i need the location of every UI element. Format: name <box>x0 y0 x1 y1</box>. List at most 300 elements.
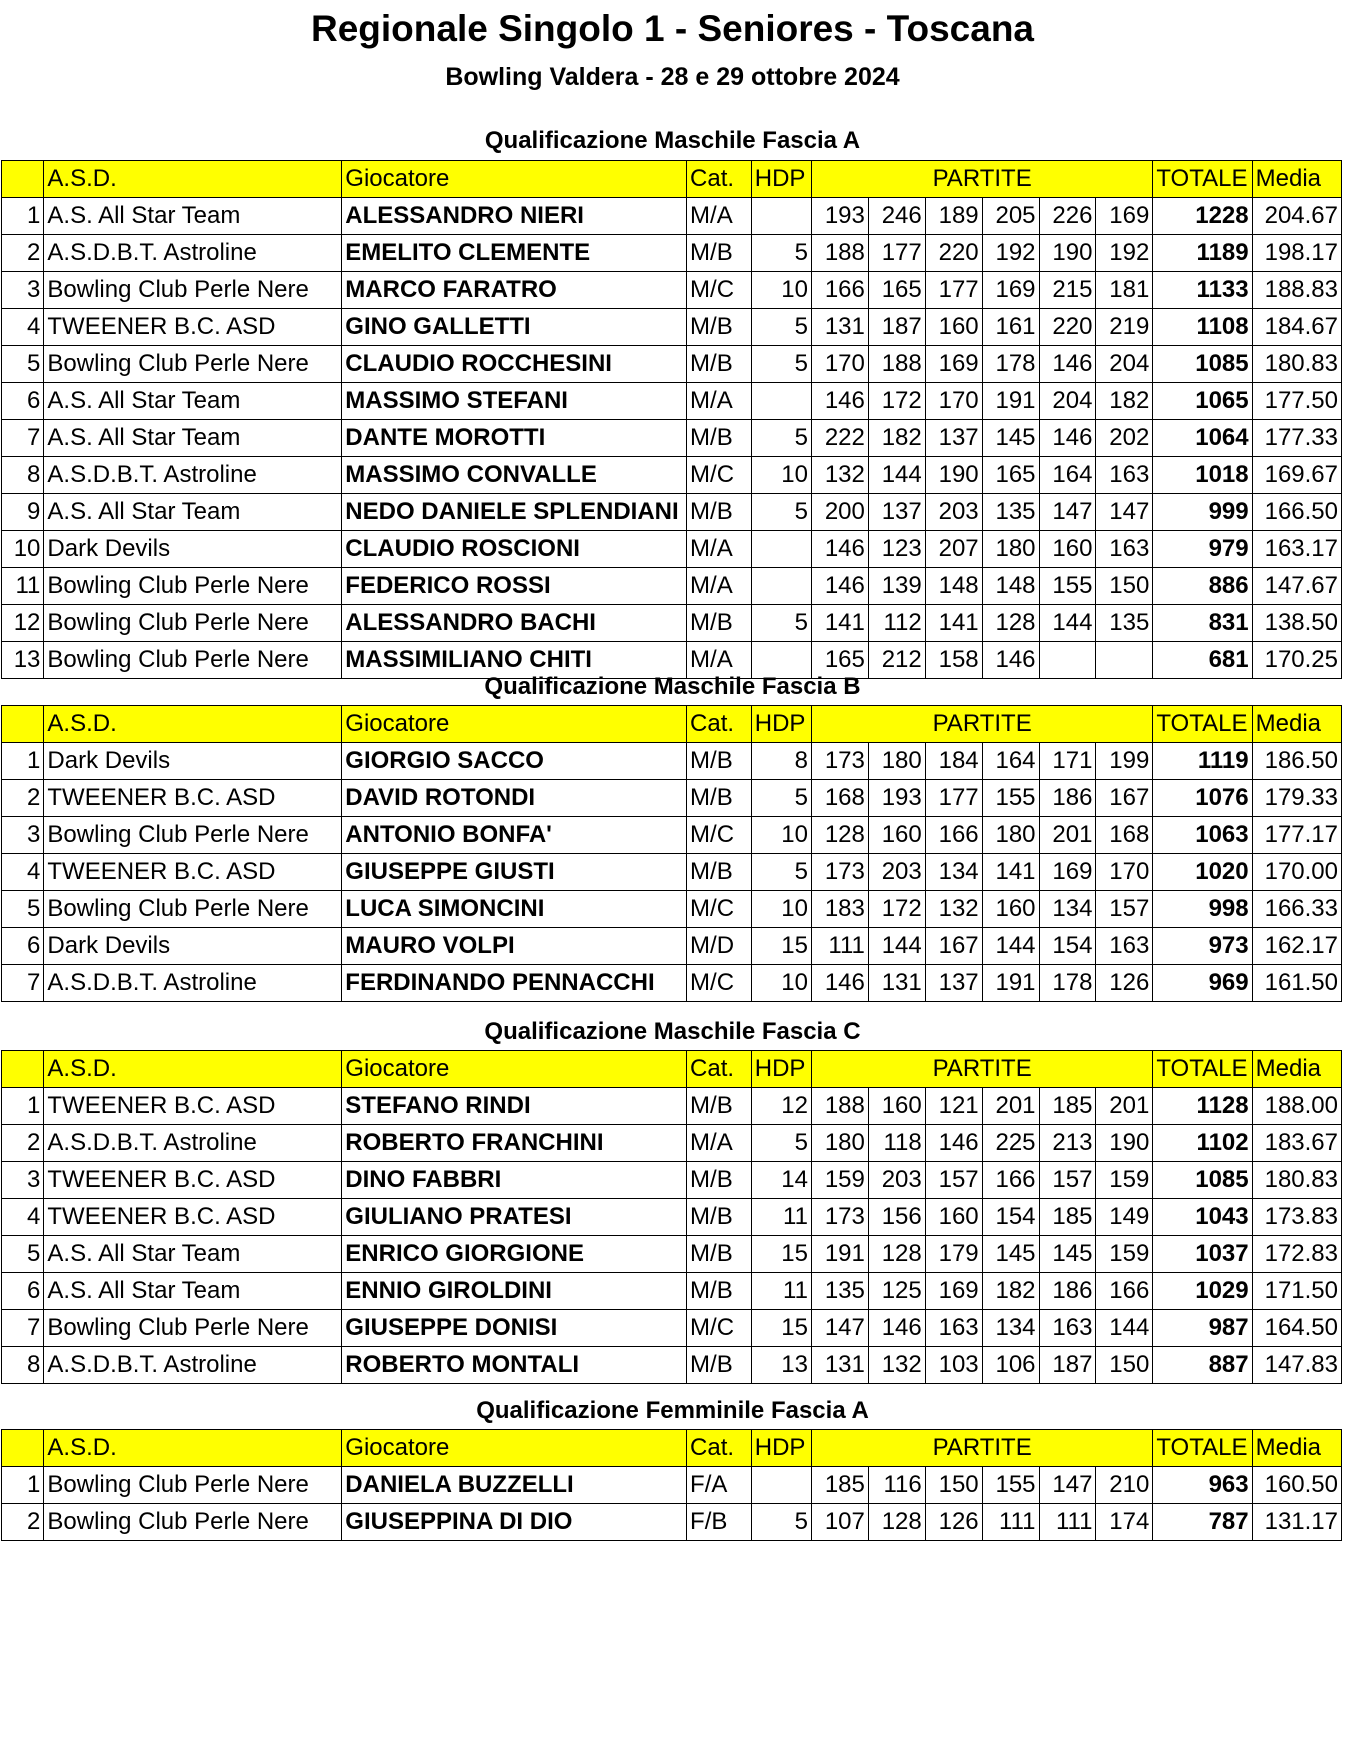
game-score-cell: 215 <box>1039 272 1096 309</box>
team-cell: A.S. All Star Team <box>44 494 342 531</box>
game-score-cell: 154 <box>1039 928 1096 965</box>
game-score-cell: 167 <box>925 928 982 965</box>
category-cell: M/B <box>687 1088 752 1125</box>
game-score-cell: 128 <box>868 1504 925 1541</box>
total-cell: 831 <box>1153 605 1252 642</box>
handicap-cell <box>751 383 811 420</box>
table-row <box>2 235 1342 272</box>
game-score-cell: 193 <box>811 198 868 235</box>
game-score-cell: 159 <box>1096 1236 1153 1273</box>
total-cell: 1102 <box>1153 1125 1252 1162</box>
team-cell: Bowling Club Perle Nere <box>44 272 342 309</box>
team-cell: Bowling Club Perle Nere <box>44 1504 342 1541</box>
game-score-cell: 191 <box>811 1236 868 1273</box>
handicap-cell: 13 <box>751 1347 811 1384</box>
total-cell: 1064 <box>1153 420 1252 457</box>
handicap-cell: 12 <box>751 1088 811 1125</box>
game-score-cell: 181 <box>1096 272 1153 309</box>
rank-cell: 2 <box>2 1504 44 1541</box>
category-cell: M/B <box>687 605 752 642</box>
game-score-cell: 188 <box>811 235 868 272</box>
total-cell: 1189 <box>1153 235 1252 272</box>
game-score-cell: 173 <box>811 854 868 891</box>
game-score-cell: 123 <box>868 531 925 568</box>
player-cell: CLAUDIO ROSCIONI <box>342 531 687 568</box>
game-score-cell: 160 <box>925 309 982 346</box>
team-cell: A.S.D.B.T. Astroline <box>44 457 342 494</box>
total-cell: 1043 <box>1153 1199 1252 1236</box>
category-cell: M/B <box>687 235 752 272</box>
total-cell: 1037 <box>1153 1236 1252 1273</box>
game-score-cell: 168 <box>1096 817 1153 854</box>
table-row <box>2 346 1342 383</box>
table-row <box>2 854 1342 891</box>
rank-cell: 1 <box>2 1088 44 1125</box>
rank-cell: 2 <box>2 780 44 817</box>
handicap-cell: 5 <box>751 235 811 272</box>
game-score-cell: 157 <box>925 1162 982 1199</box>
game-score-cell: 134 <box>1039 891 1096 928</box>
category-cell: M/C <box>687 272 752 309</box>
game-score-cell: 131 <box>868 965 925 1002</box>
game-score-cell: 164 <box>982 743 1039 780</box>
handicap-cell: 11 <box>751 1273 811 1310</box>
game-score-cell: 172 <box>868 891 925 928</box>
category-cell: F/B <box>687 1504 752 1541</box>
team-cell: A.S. All Star Team <box>44 420 342 457</box>
game-score-cell: 182 <box>868 420 925 457</box>
average-cell: 198.17 <box>1252 235 1341 272</box>
player-cell: GINO GALLETTI <box>342 309 687 346</box>
game-score-cell: 146 <box>925 1125 982 1162</box>
game-score-cell: 185 <box>811 1467 868 1504</box>
game-score-cell: 128 <box>868 1236 925 1273</box>
average-cell: 179.33 <box>1252 780 1341 817</box>
table-row <box>2 1199 1342 1236</box>
category-cell: M/B <box>687 780 752 817</box>
game-score-cell: 141 <box>925 605 982 642</box>
game-score-cell: 177 <box>925 272 982 309</box>
table-row <box>2 309 1342 346</box>
player-cell: GIUSEPPINA DI DIO <box>342 1504 687 1541</box>
average-cell: 169.67 <box>1252 457 1341 494</box>
game-score-cell: 200 <box>811 494 868 531</box>
handicap-cell: 15 <box>751 1236 811 1273</box>
player-cell: FERDINANDO PENNACCHI <box>342 965 687 1002</box>
game-score-cell: 174 <box>1096 1504 1153 1541</box>
handicap-cell <box>751 531 811 568</box>
game-score-cell: 146 <box>982 642 1039 679</box>
category-cell: M/C <box>687 1310 752 1347</box>
game-score-cell: 148 <box>982 568 1039 605</box>
game-score-cell: 169 <box>1039 854 1096 891</box>
header-team: A.S.D. <box>44 161 342 198</box>
team-cell: TWEENER B.C. ASD <box>44 309 342 346</box>
header-cat: Cat. <box>687 1430 752 1467</box>
rank-cell: 7 <box>2 1310 44 1347</box>
game-score-cell: 157 <box>1039 1162 1096 1199</box>
game-score-cell: 190 <box>1039 235 1096 272</box>
game-score-cell: 146 <box>868 1310 925 1347</box>
header-total: TOTALE <box>1153 1430 1252 1467</box>
total-cell: 1108 <box>1153 309 1252 346</box>
game-score-cell: 158 <box>925 642 982 679</box>
player-cell: DAVID ROTONDI <box>342 780 687 817</box>
player-cell: NEDO DANIELE SPLENDIANI <box>342 494 687 531</box>
table-row <box>2 605 1342 642</box>
player-cell: FEDERICO ROSSI <box>342 568 687 605</box>
table-header-row <box>2 1430 1342 1467</box>
total-cell: 1119 <box>1153 743 1252 780</box>
team-cell: Bowling Club Perle Nere <box>44 1467 342 1504</box>
handicap-cell: 5 <box>751 605 811 642</box>
game-score-cell: 147 <box>1039 1467 1096 1504</box>
game-score-cell: 132 <box>868 1347 925 1384</box>
game-score-cell: 149 <box>1096 1199 1153 1236</box>
section-title: Qualificazione Maschile Fascia C <box>484 1018 861 1045</box>
game-score-cell: 169 <box>925 1273 982 1310</box>
player-cell: GIULIANO PRATESI <box>342 1199 687 1236</box>
team-cell: Dark Devils <box>44 743 342 780</box>
rank-cell: 3 <box>2 817 44 854</box>
header-player: Giocatore <box>342 1430 687 1467</box>
table-header-row <box>2 706 1342 743</box>
game-score-cell: 144 <box>868 928 925 965</box>
game-score-cell: 150 <box>925 1467 982 1504</box>
game-score-cell: 155 <box>982 780 1039 817</box>
game-score-cell: 163 <box>1096 928 1153 965</box>
team-cell: Bowling Club Perle Nere <box>44 1310 342 1347</box>
team-cell: Bowling Club Perle Nere <box>44 605 342 642</box>
category-cell: M/B <box>687 1273 752 1310</box>
player-cell: DANTE MOROTTI <box>342 420 687 457</box>
results-table <box>1 705 1342 1002</box>
game-score-cell: 121 <box>925 1088 982 1125</box>
game-score-cell: 186 <box>1039 780 1096 817</box>
header-total: TOTALE <box>1153 161 1252 198</box>
total-cell: 1228 <box>1153 198 1252 235</box>
header-cat: Cat. <box>687 161 752 198</box>
game-score-cell: 126 <box>1096 965 1153 1002</box>
rank-cell: 5 <box>2 1236 44 1273</box>
header-pos <box>2 1051 44 1088</box>
game-score-cell: 191 <box>982 965 1039 1002</box>
game-score-cell: 169 <box>925 346 982 383</box>
game-score-cell: 180 <box>982 817 1039 854</box>
handicap-cell <box>751 198 811 235</box>
game-score-cell: 180 <box>811 1125 868 1162</box>
table-row <box>2 383 1342 420</box>
header-cat: Cat. <box>687 1051 752 1088</box>
category-cell: M/A <box>687 568 752 605</box>
game-score-cell: 144 <box>1096 1310 1153 1347</box>
results-table <box>1 1429 1342 1541</box>
category-cell: M/B <box>687 854 752 891</box>
game-score-cell: 145 <box>982 1236 1039 1273</box>
game-score-cell: 147 <box>1096 494 1153 531</box>
average-cell: 188.83 <box>1252 272 1341 309</box>
average-cell: 180.83 <box>1252 1162 1341 1199</box>
section-title: Qualificazione Maschile Fascia A <box>484 127 861 154</box>
rank-cell: 5 <box>2 891 44 928</box>
game-score-cell: 226 <box>1039 198 1096 235</box>
game-score-cell: 178 <box>982 346 1039 383</box>
header-games: PARTITE <box>811 1051 1152 1088</box>
rank-cell: 8 <box>2 1347 44 1384</box>
team-cell: A.S.D.B.T. Astroline <box>44 965 342 1002</box>
total-cell: 969 <box>1153 965 1252 1002</box>
header-hdp: HDP <box>751 161 811 198</box>
table-row <box>2 1467 1342 1504</box>
game-score-cell: 212 <box>868 642 925 679</box>
rank-cell: 6 <box>2 383 44 420</box>
results-table <box>1 160 1342 679</box>
game-score-cell: 171 <box>1039 743 1096 780</box>
category-cell: M/B <box>687 1347 752 1384</box>
game-score-cell: 163 <box>925 1310 982 1347</box>
player-cell: ENNIO GIROLDINI <box>342 1273 687 1310</box>
page-title: Regionale Singolo 1 - Seniores - Toscana <box>310 8 1035 49</box>
rank-cell: 6 <box>2 1273 44 1310</box>
team-cell: Bowling Club Perle Nere <box>44 642 342 679</box>
rank-cell: 7 <box>2 420 44 457</box>
game-score-cell: 201 <box>1096 1088 1153 1125</box>
game-score-cell: 159 <box>1096 1162 1153 1199</box>
game-score-cell: 146 <box>1039 420 1096 457</box>
average-cell: 177.33 <box>1252 420 1341 457</box>
player-cell: ENRICO GIORGIONE <box>342 1236 687 1273</box>
game-score-cell: 167 <box>1096 780 1153 817</box>
table-row <box>2 1310 1342 1347</box>
game-score-cell: 207 <box>925 531 982 568</box>
player-cell: MASSIMO STEFANI <box>342 383 687 420</box>
game-score-cell: 203 <box>925 494 982 531</box>
game-score-cell: 137 <box>868 494 925 531</box>
average-cell: 138.50 <box>1252 605 1341 642</box>
handicap-cell: 5 <box>751 420 811 457</box>
game-score-cell: 111 <box>1039 1504 1096 1541</box>
game-score-cell: 225 <box>982 1125 1039 1162</box>
game-score-cell: 134 <box>925 854 982 891</box>
table-row <box>2 1273 1342 1310</box>
category-cell: M/C <box>687 457 752 494</box>
handicap-cell: 15 <box>751 928 811 965</box>
game-score-cell: 178 <box>1039 965 1096 1002</box>
total-cell: 1085 <box>1153 1162 1252 1199</box>
game-score-cell: 145 <box>1039 1236 1096 1273</box>
game-score-cell: 163 <box>1096 457 1153 494</box>
game-score-cell: 177 <box>868 235 925 272</box>
table-header-row <box>2 161 1342 198</box>
total-cell: 681 <box>1153 642 1252 679</box>
player-cell: CLAUDIO ROCCHESINI <box>342 346 687 383</box>
total-cell: 987 <box>1153 1310 1252 1347</box>
game-score-cell: 219 <box>1096 309 1153 346</box>
total-cell: 973 <box>1153 928 1252 965</box>
total-cell: 1063 <box>1153 817 1252 854</box>
game-score-cell: 182 <box>1096 383 1153 420</box>
game-score-cell: 163 <box>1096 531 1153 568</box>
team-cell: TWEENER B.C. ASD <box>44 1199 342 1236</box>
rank-cell: 4 <box>2 854 44 891</box>
player-cell: ROBERTO MONTALI <box>342 1347 687 1384</box>
average-cell: 171.50 <box>1252 1273 1341 1310</box>
game-score-cell: 165 <box>868 272 925 309</box>
header-games: PARTITE <box>811 1430 1152 1467</box>
game-score-cell: 155 <box>982 1467 1039 1504</box>
table-header-row <box>2 1051 1342 1088</box>
category-cell: M/B <box>687 309 752 346</box>
game-score-cell: 188 <box>811 1088 868 1125</box>
game-score-cell: 107 <box>811 1504 868 1541</box>
handicap-cell: 14 <box>751 1162 811 1199</box>
category-cell: M/B <box>687 494 752 531</box>
game-score-cell: 137 <box>925 965 982 1002</box>
average-cell: 147.83 <box>1252 1347 1341 1384</box>
handicap-cell: 8 <box>751 743 811 780</box>
player-cell: GIUSEPPE GIUSTI <box>342 854 687 891</box>
player-cell: MARCO FARATRO <box>342 272 687 309</box>
total-cell: 1065 <box>1153 383 1252 420</box>
player-cell: DINO FABBRI <box>342 1162 687 1199</box>
game-score-cell: 182 <box>982 1273 1039 1310</box>
game-score-cell: 191 <box>982 383 1039 420</box>
total-cell: 887 <box>1153 1347 1252 1384</box>
category-cell: M/A <box>687 642 752 679</box>
player-cell: STEFANO RINDI <box>342 1088 687 1125</box>
rank-cell: 8 <box>2 457 44 494</box>
total-cell: 1020 <box>1153 854 1252 891</box>
game-score-cell: 132 <box>811 457 868 494</box>
game-score-cell: 106 <box>982 1347 1039 1384</box>
rank-cell: 1 <box>2 198 44 235</box>
table-row <box>2 531 1342 568</box>
game-score-cell: 183 <box>811 891 868 928</box>
table-row <box>2 928 1342 965</box>
game-score-cell: 155 <box>1039 568 1096 605</box>
average-cell: 163.17 <box>1252 531 1341 568</box>
category-cell: M/B <box>687 420 752 457</box>
player-cell: DANIELA BUZZELLI <box>342 1467 687 1504</box>
average-cell: 188.00 <box>1252 1088 1341 1125</box>
player-cell: ROBERTO FRANCHINI <box>342 1125 687 1162</box>
game-score-cell: 139 <box>868 568 925 605</box>
game-score-cell: 131 <box>811 1347 868 1384</box>
total-cell: 1085 <box>1153 346 1252 383</box>
game-score-cell: 168 <box>811 780 868 817</box>
game-score-cell: 179 <box>925 1236 982 1273</box>
rank-cell: 2 <box>2 1125 44 1162</box>
table-row <box>2 1162 1342 1199</box>
game-score-cell: 150 <box>1096 1347 1153 1384</box>
category-cell: M/B <box>687 1236 752 1273</box>
average-cell: 172.83 <box>1252 1236 1341 1273</box>
rank-cell: 10 <box>2 531 44 568</box>
handicap-cell: 10 <box>751 457 811 494</box>
average-cell: 164.50 <box>1252 1310 1341 1347</box>
average-cell: 147.67 <box>1252 568 1341 605</box>
game-score-cell: 193 <box>868 780 925 817</box>
table-row <box>2 1347 1342 1384</box>
game-score-cell: 169 <box>982 272 1039 309</box>
total-cell: 1018 <box>1153 457 1252 494</box>
team-cell: TWEENER B.C. ASD <box>44 1162 342 1199</box>
team-cell: A.S. All Star Team <box>44 1273 342 1310</box>
handicap-cell <box>751 1467 811 1504</box>
handicap-cell: 5 <box>751 780 811 817</box>
total-cell: 1029 <box>1153 1273 1252 1310</box>
header-hdp: HDP <box>751 1430 811 1467</box>
category-cell: M/C <box>687 817 752 854</box>
game-score-cell: 246 <box>868 198 925 235</box>
game-score-cell: 165 <box>811 642 868 679</box>
header-player: Giocatore <box>342 161 687 198</box>
header-team: A.S.D. <box>44 706 342 743</box>
game-score-cell: 146 <box>811 965 868 1002</box>
table-row <box>2 743 1342 780</box>
game-score-cell: 170 <box>1096 854 1153 891</box>
game-score-cell: 131 <box>811 309 868 346</box>
game-score-cell: 190 <box>925 457 982 494</box>
average-cell: 166.33 <box>1252 891 1341 928</box>
game-score-cell: 161 <box>982 309 1039 346</box>
average-cell: 162.17 <box>1252 928 1341 965</box>
category-cell: M/A <box>687 1125 752 1162</box>
average-cell: 183.67 <box>1252 1125 1341 1162</box>
page-subtitle: Bowling Valdera - 28 e 29 ottobre 2024 <box>445 63 900 91</box>
table-row <box>2 1125 1342 1162</box>
player-cell: EMELITO CLEMENTE <box>342 235 687 272</box>
average-cell: 204.67 <box>1252 198 1341 235</box>
game-score-cell: 222 <box>811 420 868 457</box>
average-cell: 161.50 <box>1252 965 1341 1002</box>
average-cell: 186.50 <box>1252 743 1341 780</box>
average-cell: 180.83 <box>1252 346 1341 383</box>
section-title: Qualificazione Maschile Fascia B <box>484 673 861 700</box>
category-cell: M/D <box>687 928 752 965</box>
game-score-cell: 156 <box>868 1199 925 1236</box>
game-score-cell: 157 <box>1096 891 1153 928</box>
rank-cell: 6 <box>2 928 44 965</box>
rank-cell: 9 <box>2 494 44 531</box>
category-cell: M/A <box>687 531 752 568</box>
game-score-cell: 134 <box>982 1310 1039 1347</box>
game-score-cell: 160 <box>925 1199 982 1236</box>
game-score-cell: 166 <box>811 272 868 309</box>
game-score-cell: 170 <box>925 383 982 420</box>
team-cell: A.S.D.B.T. Astroline <box>44 1347 342 1384</box>
total-cell: 998 <box>1153 891 1252 928</box>
header-pos <box>2 706 44 743</box>
team-cell: A.S. All Star Team <box>44 198 342 235</box>
rank-cell: 4 <box>2 309 44 346</box>
game-score-cell: 111 <box>982 1504 1039 1541</box>
header-avg: Media <box>1252 1430 1341 1467</box>
category-cell: M/B <box>687 1199 752 1236</box>
game-score-cell: 145 <box>982 420 1039 457</box>
game-score-cell: 148 <box>925 568 982 605</box>
table-row <box>2 420 1342 457</box>
game-score-cell: 159 <box>811 1162 868 1199</box>
category-cell: M/A <box>687 198 752 235</box>
table-row <box>2 568 1342 605</box>
game-score-cell: 146 <box>811 568 868 605</box>
rank-cell: 1 <box>2 1467 44 1504</box>
handicap-cell: 5 <box>751 1125 811 1162</box>
game-score-cell: 201 <box>1039 817 1096 854</box>
game-score-cell: 160 <box>868 1088 925 1125</box>
game-score-cell: 147 <box>1039 494 1096 531</box>
